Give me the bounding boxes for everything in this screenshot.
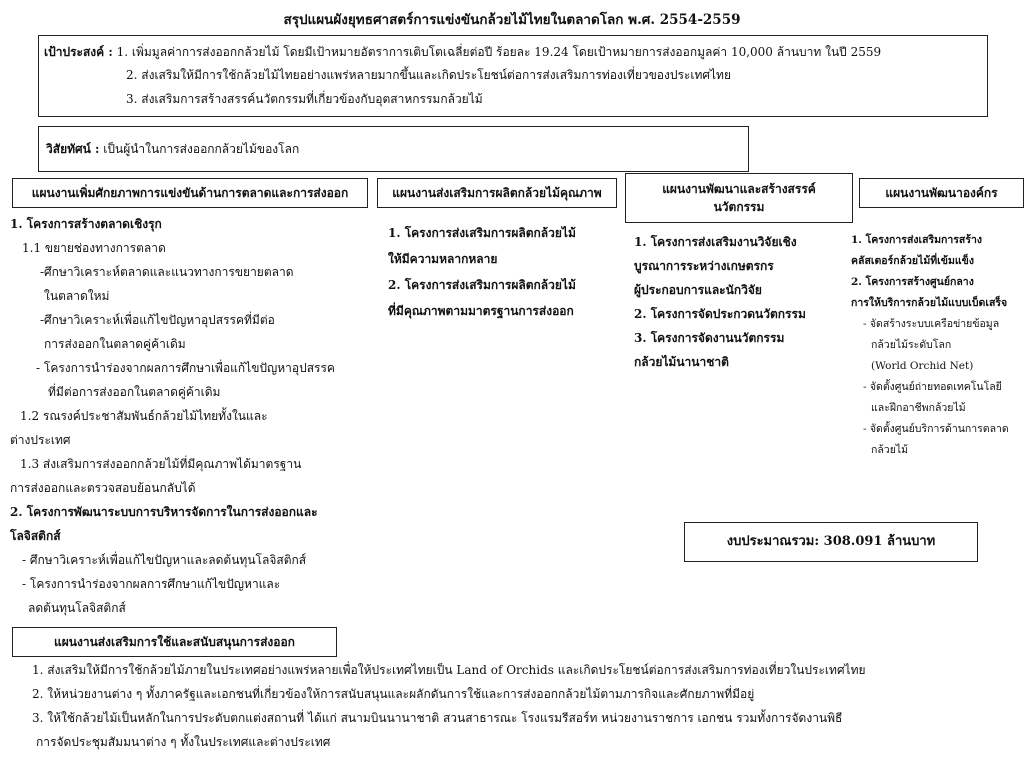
- list-item: การให้บริการกล้วยไม้แบบเบ็ดเสร็จ: [851, 297, 1008, 309]
- list-item: 1.3 ส่งเสริมการส่งออกกล้วยไม้ที่มีคุณภาพได้มาตรฐาน: [20, 457, 302, 471]
- list-item: 1.2 รณรงค์ประชาสัมพันธ์กล้วยไม้ไทยทั้งในและ: [20, 409, 268, 423]
- budget-text: งบประมาณรวม: 308.091 ล้านบาท: [726, 534, 936, 549]
- list-item: - ศึกษาวิเคราะห์เพื่อแก้ไขปัญหาและลดต้นทุนโลจิสติกส์: [22, 553, 307, 567]
- list-item: กล้วยไม้นานาชาติ: [634, 355, 729, 369]
- list-item: - จัดตั้งศูนย์บริการด้านการตลาด: [863, 423, 1009, 435]
- page-title: สรุปแผนผังยุทธศาสตร์การแข่งขันกล้วยไม้ไทยในตลาดโลก พ.ศ. 2554-2559: [283, 12, 741, 28]
- list-item: 3. ให้ใช้กล้วยไม้เป็นหลักในการประดับตกแต่งสถานที่ ได้แก่ สนามบินนานาชาติ สวนสาธารณะ โรงแรมรีสอร์ท หน่วยงานราชการ เอกชน รวมทั้งการจัดงานพิธี: [32, 711, 843, 725]
- list-item: คลัสเตอร์กล้วยไม้ที่เข้มแข็ง: [851, 255, 974, 267]
- list-item: 1.1 ขยายช่องทางการตลาด: [22, 241, 166, 255]
- list-item: -ศึกษาวิเคราะห์เพื่อแก้ไขปัญหาอุปสรรคที่มีต่อ: [40, 313, 275, 327]
- objectives-label: เป้าประสงค์ :: [44, 45, 113, 59]
- list-item: ลดต้นทุนโลจิสติกส์: [28, 601, 126, 615]
- plan-header-organization: แผนงานพัฒนาองค์กร: [859, 178, 1024, 208]
- list-item: (World Orchid Net): [871, 360, 974, 372]
- list-item: ที่มีคุณภาพตามมาตรฐานการส่งออก: [388, 304, 574, 318]
- vision-label: วิสัยทัศน์ :: [46, 142, 100, 156]
- list-item: การจัดประชุมสัมมนาต่าง ๆ ทั้งในประเทศและต่างประเทศ: [36, 735, 331, 749]
- plan3-content: [634, 230, 854, 374]
- list-item: 2. โครงการส่งเสริมการผลิตกล้วยไม้: [388, 278, 576, 292]
- list-item: 3. โครงการจัดงานนวัตกรรม: [634, 331, 785, 345]
- budget-box: [684, 522, 978, 562]
- list-item: - จัดสร้างระบบเครือข่ายข้อมูล: [863, 318, 1000, 330]
- plan2-content: [388, 220, 620, 324]
- plan-header-marketing: แผนงานเพิ่มศักยภาพการแข่งขันด้านการตลาดและการส่งออก: [12, 178, 368, 208]
- support-plan-header: แผนงานส่งเสริมการใช้และสนับสนุนการส่งออก: [12, 627, 337, 657]
- list-item: 2. ให้หน่วยงานต่าง ๆ ทั้งภาครัฐและเอกชนที่เกี่ยวข้องให้การสนับสนุนและผลักดันการใช้และการส่งออกกล้วยไม้ตามภารกิจและศักยภาพที่มีอยู่: [32, 687, 755, 701]
- objective-item: 2. ส่งเสริมให้มีการใช้กล้วยไม้ไทยอย่างแพร่หลายมากขึ้นและเกิดประโยชน์ต่อการส่งเสริมการท่องเที่ยวของประเทศไทย: [126, 68, 731, 82]
- list-item: กล้วยไม้: [871, 444, 909, 456]
- list-item: 2. โครงการสร้างศูนย์กลาง: [851, 276, 974, 288]
- plan-header-production: แผนงานส่งเสริมการผลิตกล้วยไม้คุณภาพ: [377, 178, 617, 208]
- list-item: -ศึกษาวิเคราะห์ตลาดและแนวทางการขยายตลาด: [40, 265, 294, 279]
- list-item: กล้วยไม้ระดับโลก: [871, 339, 952, 351]
- list-item: 1. โครงการส่งเสริมการสร้าง: [851, 234, 982, 246]
- plan4-content: [851, 230, 1023, 461]
- list-item: ต่างประเทศ: [10, 433, 71, 447]
- list-item: การส่งออกและตรวจสอบย้อนกลับได้: [10, 481, 196, 495]
- list-item: บูรณาการระหว่างเกษตรกร: [634, 259, 774, 273]
- list-item: - โครงการนำร่องจากผลการศึกษาแก้ไขปัญหาและ: [22, 577, 281, 591]
- vision-text: เป็นผู้นำในการส่งออกกล้วยไม้ของโลก: [103, 142, 300, 156]
- list-item: ให้มีความหลากหลาย: [388, 252, 498, 266]
- list-item: - จัดตั้งศูนย์ถ่ายทอดเทคโนโลยี: [863, 381, 1002, 393]
- list-item: - โครงการนำร่องจากผลการศึกษาเพื่อแก้ไขปัญหาอุปสรรค: [36, 361, 335, 375]
- list-item: 2. โครงการพัฒนาระบบการบริหารจัดการในการส่งออกและ: [10, 505, 318, 519]
- list-item: 2. โครงการจัดประกวดนวัตกรรม: [634, 307, 806, 321]
- objective-item: 1. เพิ่มมูลค่าการส่งออกกล้วยไม้ โดยมีเป้าหมายอัตราการเติบโตเฉลี่ยต่อปี ร้อยละ 19.24 โดยเป้าหมายการส่งออกมูลค่า 10,000 ล้านบาท ในปี 2559: [116, 45, 882, 59]
- plan1-content: [10, 212, 370, 620]
- list-item: 1. โครงการส่งเสริมการผลิตกล้วยไม้: [388, 226, 576, 240]
- list-item: ผู้ประกอบการและนักวิจัย: [634, 283, 762, 297]
- list-item: 1. โครงการส่งเสริมงานวิจัยเชิง: [634, 235, 797, 249]
- list-item: 1. ส่งเสริมให้มีการใช้กล้วยไม้ภายในประเทศอย่างแพร่หลายเพื่อให้ประเทศไทยเป็น Land of Orchids และเกิดประโยชน์ต่อการส่งเสริมการท่องเที่ยวในประเทศไทย: [32, 663, 866, 677]
- list-item: และฝึกอาชีพกล้วยไม้: [871, 402, 966, 414]
- list-item: 1. โครงการสร้างตลาดเชิงรุก: [10, 217, 162, 231]
- plan-header-innovation: แผนงานพัฒนาและสร้างสรรค์ นวัตกรรม: [625, 173, 853, 223]
- objective-item: 3. ส่งเสริมการสร้างสรรค์นวัตกรรมที่เกี่ยวข้องกับอุตสาหกรรมกล้วยไม้: [126, 92, 483, 106]
- list-item: ในตลาดใหม่: [44, 289, 110, 303]
- list-item: การส่งออกในตลาดคู่ค้าเดิม: [44, 337, 186, 351]
- list-item: ที่มีต่อการส่งออกในตลาดคู่ค้าเดิม: [48, 385, 221, 399]
- list-item: โลจิสติกส์: [10, 529, 61, 543]
